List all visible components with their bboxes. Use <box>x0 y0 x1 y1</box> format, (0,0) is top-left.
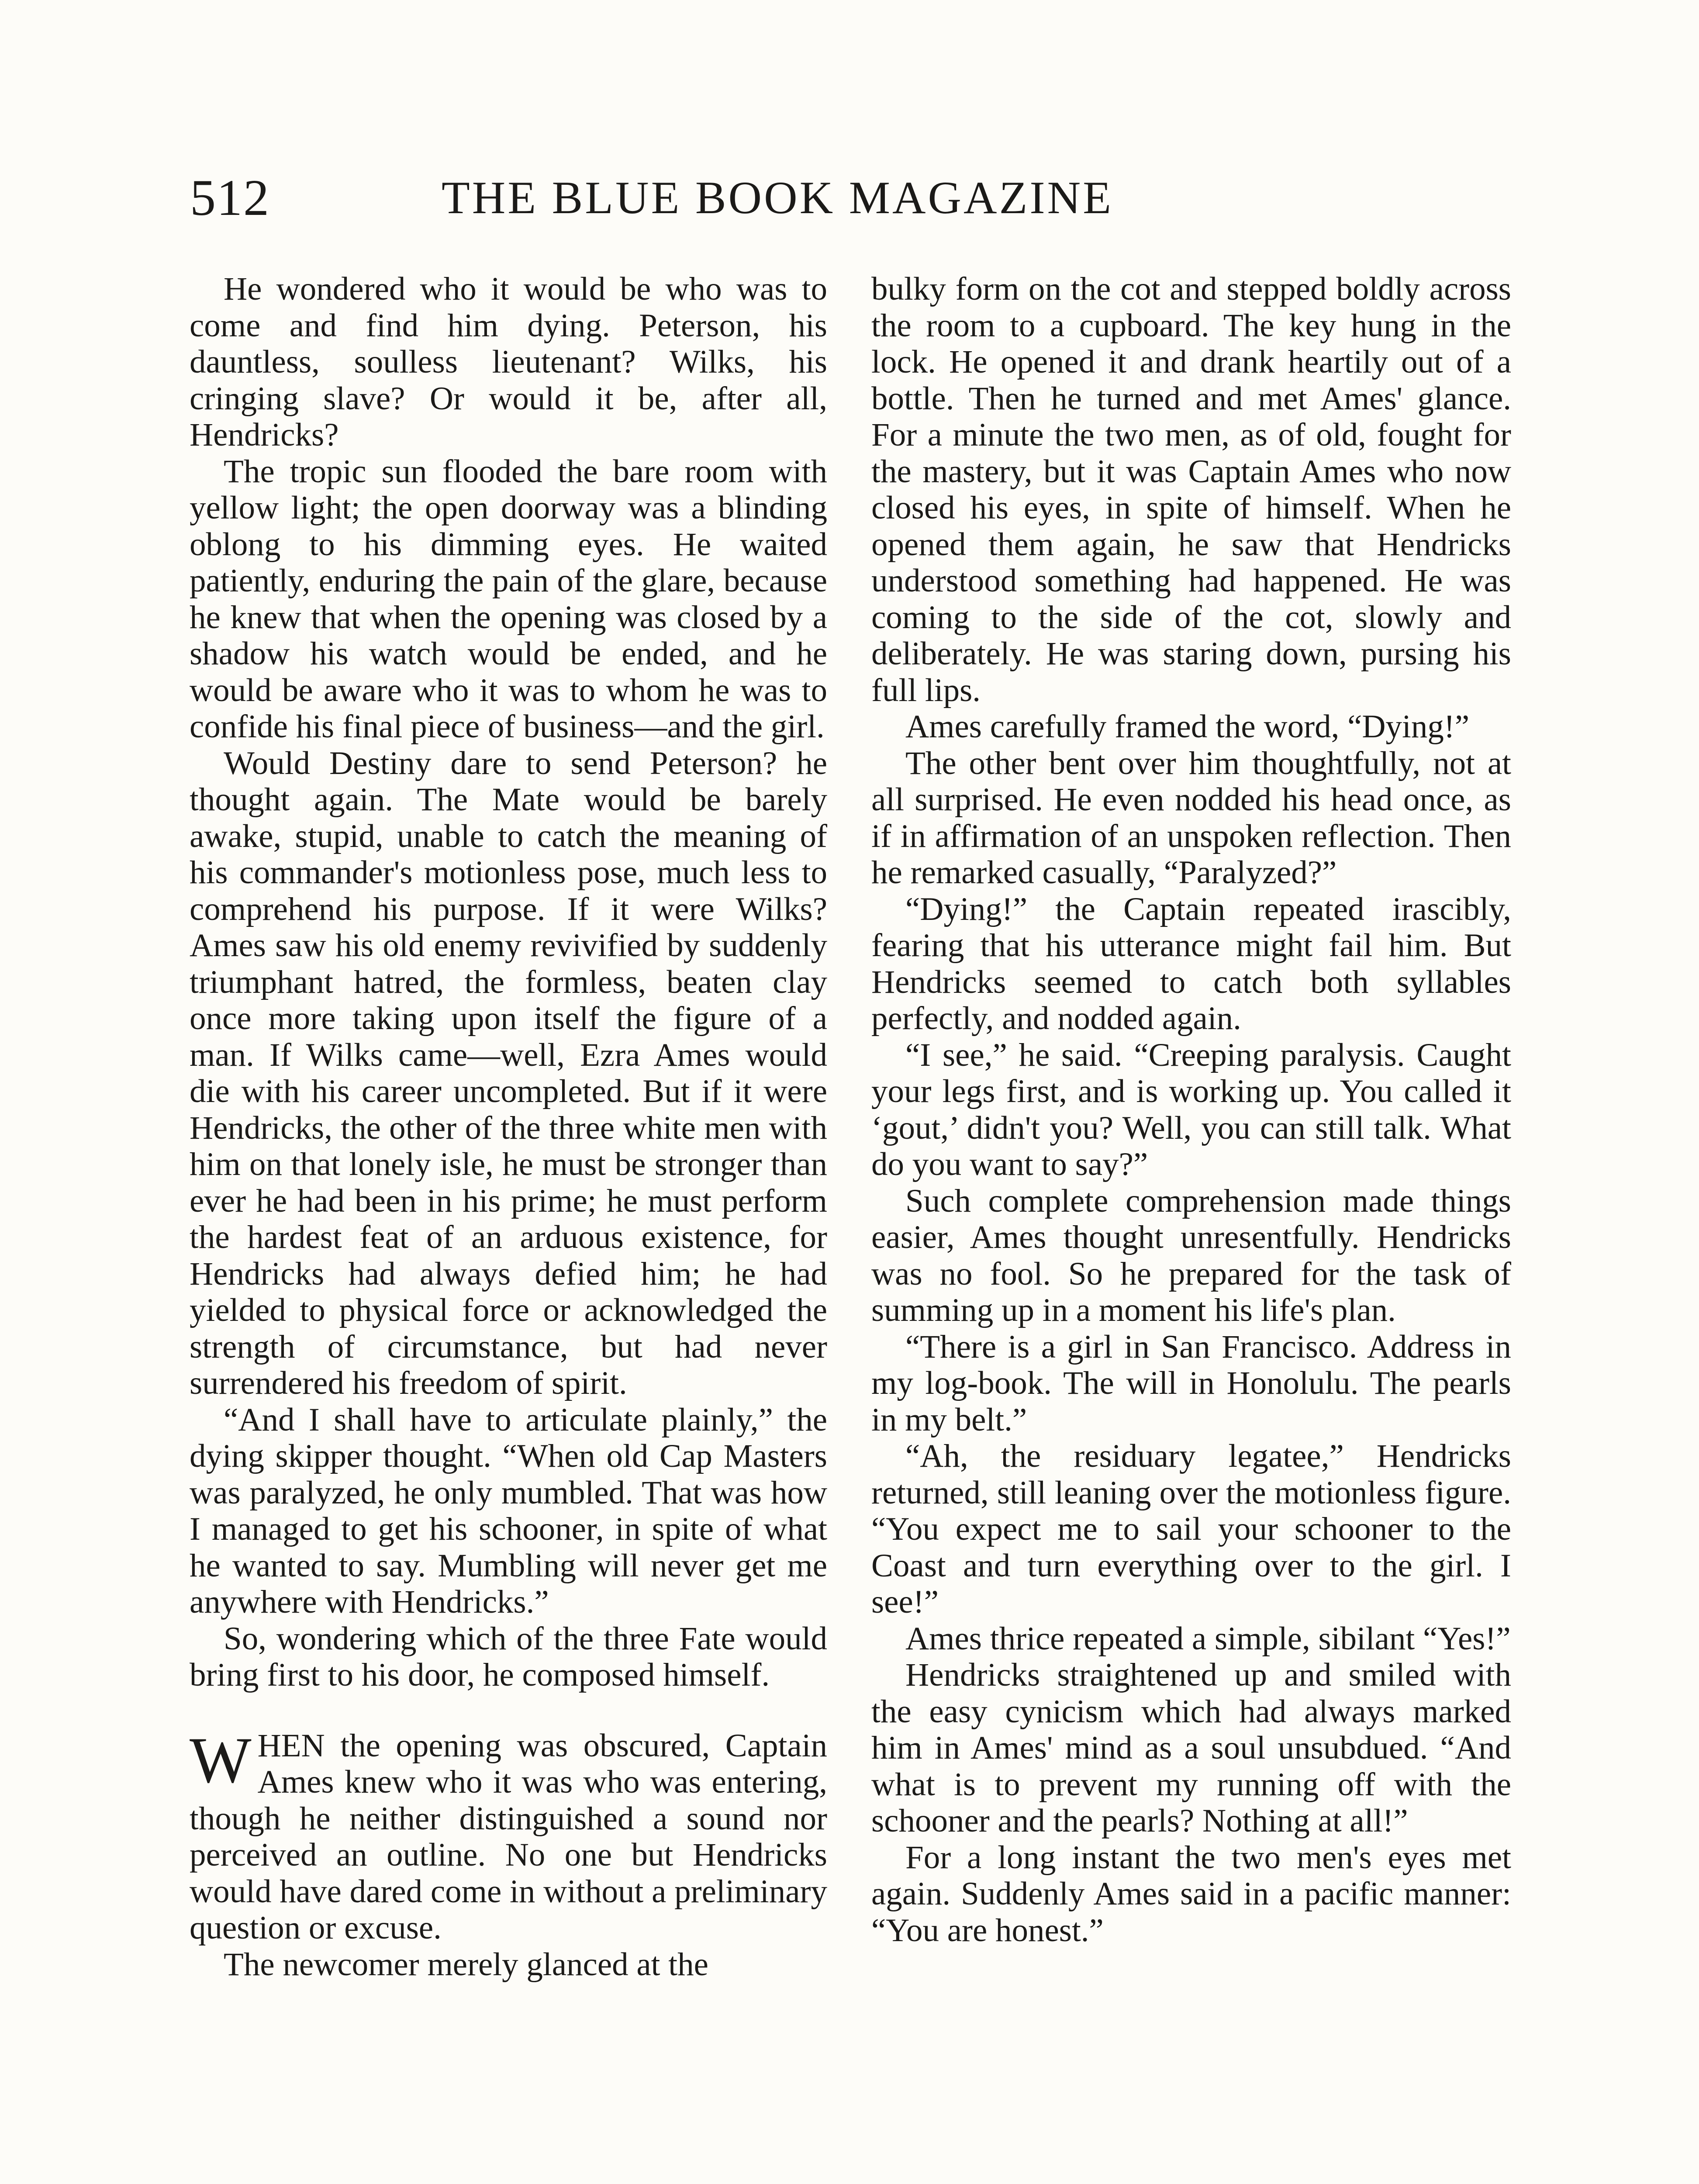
drop-cap-paragraph <box>190 1724 827 1946</box>
paragraph: Would Destiny dare to send Peterson? he thought again. The Mate would be barely awake, stupid, unable to catch the meaning of his commander's motionless pose, much less to comprehend his purpose. If it were Wilks? Ames saw his old enemy revivified by suddenly triumphant hatred, the formless, beaten clay once more taking upon itself the figure of a man. If Wilks came—well, Ezra Ames would die with his career uncompleted. But if it were Hendricks, the other of the three white men with him on that lonely isle, he must be stronger than ever he had been in his prime; he must perform the hardest feat of an arduous existence, for Hendricks had always defied him; he had yielded to physical force or acknowledged the strength of circumstance, but had never surrendered his freedom of spirit. <box>190 745 827 1401</box>
paragraph: “Dying!” the Captain repeated irascibly, fearing that his utterance might fail him. But Hendricks seemed to catch both syllables perfectly, and nodded again. <box>871 891 1511 1037</box>
paragraph: For a long instant the two men's eyes met again. Suddenly Ames said in a pacific manner: “You are honest.” <box>871 1839 1511 1949</box>
page-number: 512 <box>190 169 270 226</box>
paragraph: So, wondering which of the three Fate would bring first to his door, he composed himself. <box>190 1620 827 1693</box>
left-column <box>190 271 827 2184</box>
paragraph: Hendricks straightened up and smiled with the easy cynicism which had always marked him in Ames' mind as a soul unsubdued. “And what is to prevent my running off with the schooner and the pearls? Nothing at all!” <box>871 1657 1511 1839</box>
magazine-title: THE BLUE BOOK MAGAZINE <box>442 172 1113 223</box>
paragraph: The tropic sun flooded the bare room with yellow light; the open doorway was a blinding oblong to his dimming eyes. He waited patiently, enduring the pain of the glare, because he knew that when the opening was closed by a shadow his watch would be ended, and he would be aware who it was to whom he was to confide his final piece of business—and the girl. <box>190 453 827 745</box>
paragraph: “There is a girl in San Francisco. Address in my log-book. The will in Honolulu. The pearls in my belt.” <box>871 1328 1511 1438</box>
paragraph: Ames carefully framed the word, “Dying!” <box>905 708 1470 745</box>
paragraph: “And I shall have to articulate plainly,” the dying skipper thought. “When old Cap Masters was paralyzed, he only mumbled. That was how I managed to get his schooner, in spite of what he wanted to say. Mumbling will never get me anywhere with Hendricks.” <box>190 1401 827 1620</box>
paragraph: He wondered who it would be who was to come and find him dying. Peterson, his dauntless, soulless lieutenant? Wilks, his cringing slave? Or would it be, after all, Hendricks? <box>190 271 827 453</box>
paragraph: The newcomer merely glanced at the <box>224 1946 708 1983</box>
paragraph: “Ah, the residuary legatee,” Hendricks returned, still leaning over the motionless figure. “You expect me to sail your schooner to the Coast and turn everything over to the girl. I see!” <box>871 1438 1511 1620</box>
section-break <box>190 1693 827 1728</box>
paragraph: bulky form on the cot and stepped boldly across the room to a cupboard. The key hung in the lock. He opened it and drank heartily out of a bottle. Then he turned and met Ames' glance. For a minute the two men, as of old, fought for the mastery, but it was Captain Ames who now closed his eyes, in spite of himself. When he opened them again, he saw that Hendricks understood something had happened. He was coming to the side of the cot, slowly and deliberately. He was staring down, pursing his full lips. <box>871 271 1511 708</box>
drop-cap-letter: W <box>190 1724 252 1797</box>
right-column <box>871 271 1511 2184</box>
paragraph: Such complete comprehension made things easier, Ames thought unresentfully. Hendricks was no fool. So he prepared for the task of summing up in a moment his life's plan. <box>871 1182 1511 1328</box>
paragraph: Ames thrice repeated a simple, sibilant “Yes!” <box>905 1620 1511 1657</box>
paragraph-text: HEN the opening was obscured, Captain Ames knew who it was who was entering, though he neither distinguished a sound nor perceived an outline. No one but Hendricks would have dared come in without a preliminary question or excuse. <box>190 1727 827 1946</box>
paragraph: “I see,” he said. “Creeping paralysis. Caught your legs first, and is working up. You called it ‘gout,’ didn't you? Well, you can still talk. What do you want to say?” <box>871 1037 1511 1182</box>
page-header <box>190 165 1225 231</box>
paragraph: The other bent over him thoughtfully, not at all surprised. He even nodded his head once, as if in affirmation of an unspoken reflection. Then he remarked casually, “Paralyzed?” <box>871 745 1511 891</box>
